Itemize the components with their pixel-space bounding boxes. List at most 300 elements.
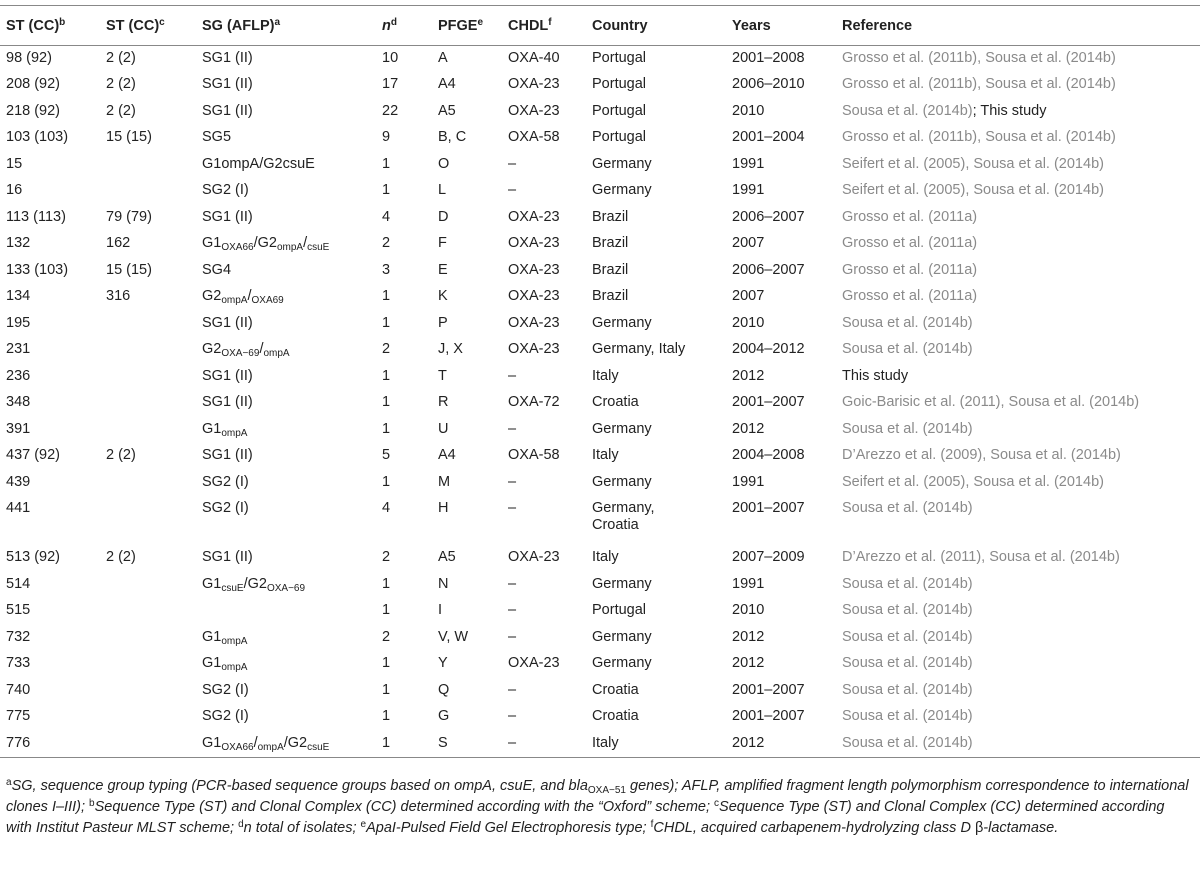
reference-link[interactable]: Sousa et al. (2014b): [842, 655, 973, 671]
cell-reference: [836, 651, 1200, 678]
cell-n: 1: [382, 394, 391, 410]
cell-pfge: A5: [438, 102, 456, 119]
table-row: [0, 572, 1200, 599]
cell-n: 1: [382, 314, 391, 331]
country-text: Germany: [592, 473, 652, 490]
cell-reference: [836, 178, 1200, 205]
cell-chdl: OXA-23: [508, 655, 560, 671]
cell-sg-aflp: [196, 337, 376, 364]
cell-st-pasteur: 2 (2): [106, 76, 136, 92]
cell-sg-aflp: SG1 (II): [202, 208, 253, 225]
col-header-st-oxford: ST (CC)$^b$: [6, 16, 66, 34]
sg-subscript: ompA: [221, 427, 248, 439]
reference-link[interactable]: Grosso et al. (2011b), Sousa et al. (2014b): [842, 129, 1116, 145]
cell-st-pasteur: [100, 496, 196, 545]
cell-reference: [836, 545, 1200, 572]
cell-years: 2006–2010: [732, 76, 805, 92]
cell-reference: [836, 470, 1200, 497]
sg-subscript: ompA: [221, 662, 248, 673]
cell-years: 2010: [732, 602, 765, 618]
country-text: Italy: [592, 549, 619, 565]
cell-st-oxford: 513 (92): [6, 549, 61, 565]
country-text: Italy: [592, 734, 619, 751]
cell-st-oxford: 208 (92): [6, 76, 61, 92]
cell-st-pasteur: 15 (15): [106, 261, 152, 278]
col-header-reference: Reference: [842, 17, 913, 34]
cell-pfge: N: [438, 575, 449, 592]
cell-country: [586, 417, 726, 444]
sg-subscript: OXA−69: [221, 348, 260, 359]
cell-chdl: OXA-58: [508, 447, 560, 463]
country-text: Portugal: [592, 50, 647, 66]
cell-reference: [836, 625, 1200, 652]
reference-text: ; This study: [972, 102, 1047, 119]
cell-st-pasteur: 2 (2): [106, 50, 136, 66]
reference-link[interactable]: D’Arezzo et al. (2009), Sousa et al. (2014b): [842, 447, 1121, 463]
cell-sg-aflp: G1ompA/G2csuE: [202, 155, 315, 172]
cell-years: 2012: [732, 420, 765, 437]
cell-st-pasteur: [100, 598, 196, 625]
table-row: [0, 390, 1200, 417]
cell-country: [586, 545, 726, 572]
reference-link[interactable]: Grosso et al. (2011a): [842, 235, 978, 251]
reference-link[interactable]: Sousa et al. (2014b): [842, 602, 973, 618]
cell-reference: [836, 152, 1200, 179]
sg-subscript: ompA: [257, 741, 284, 753]
country-text: Portugal: [592, 102, 647, 119]
cell-chdl: –: [508, 708, 517, 724]
cell-reference: [836, 443, 1200, 470]
cell-st-pasteur: 79 (79): [106, 208, 152, 225]
sg-text: G1: [202, 235, 222, 251]
cell-years: 2004–2012: [732, 341, 805, 357]
cell-reference: [836, 704, 1200, 731]
cell-country: [586, 231, 726, 258]
table-row: [0, 598, 1200, 625]
cell-n: 22: [382, 102, 399, 119]
sg-subscript: ompA: [263, 348, 290, 359]
cell-st-pasteur: [100, 390, 196, 417]
table-row: [0, 231, 1200, 258]
cell-pfge: Q: [438, 681, 450, 698]
cell-pfge: H: [438, 500, 449, 516]
cell-n: 1: [382, 182, 391, 198]
cell-reference: [836, 337, 1200, 364]
table-row: [0, 470, 1200, 497]
sg-subscript: ompA: [276, 242, 304, 253]
cell-country: [586, 152, 726, 179]
cell-reference: [836, 258, 1200, 285]
cell-pfge: A4: [438, 76, 456, 92]
cell-n: 9: [382, 129, 391, 145]
cell-st-oxford: 236: [6, 367, 31, 384]
cell-st-pasteur: [100, 364, 196, 391]
cell-st-oxford: 98 (92): [6, 50, 52, 66]
cell-st-pasteur: [100, 152, 196, 179]
cell-years: 2001–2007: [732, 394, 805, 410]
cell-chdl: OXA-23: [508, 288, 560, 304]
country-text: Brazil: [592, 288, 629, 304]
cell-n: 1: [382, 367, 391, 384]
reference-link[interactable]: Seifert et al. (2005), Sousa et al. (2014b): [842, 155, 1104, 172]
country-text: Portugal: [592, 602, 647, 618]
col-header-n: $n^d$: [382, 16, 397, 34]
cell-n: 1: [382, 655, 391, 671]
reference-link[interactable]: Sousa et al. (2014b): [842, 628, 973, 645]
cell-years: 2006–2007: [732, 261, 805, 278]
reference-link[interactable]: Goic-Barisic et al. (2011), Sousa et al. (2014b): [842, 394, 1140, 410]
sg-subscript: ompA: [221, 295, 248, 306]
sg-subscript: csuE: [221, 582, 244, 594]
cell-st-pasteur: 162: [106, 235, 131, 251]
cell-chdl: –: [508, 367, 517, 384]
cell-pfge: L: [438, 182, 447, 198]
reference-link[interactable]: Grosso et al. (2011b), Sousa et al. (2014b): [842, 50, 1116, 66]
table-row: [0, 152, 1200, 179]
reference-link[interactable]: Sousa et al. (2014b): [842, 420, 973, 437]
cell-st-pasteur: [100, 731, 196, 758]
cell-pfge: R: [438, 394, 449, 410]
cell-years: 2012: [732, 655, 765, 671]
cell-country: [586, 46, 726, 73]
cell-years: 2012: [732, 628, 765, 645]
cell-reference: [836, 598, 1200, 625]
cell-st-oxford: 134: [6, 288, 31, 304]
cell-sg-aflp: [196, 731, 376, 758]
cell-n: 2: [382, 235, 391, 251]
sg-text: /: [253, 734, 258, 751]
cell-st-pasteur: [100, 470, 196, 497]
col-header-country: Country: [592, 17, 648, 34]
reference-link[interactable]: Seifert et al. (2005), Sousa et al. (2014b): [842, 182, 1104, 198]
reference-link[interactable]: D’Arezzo et al. (2011), Sousa et al. (2014b): [842, 549, 1120, 565]
col-header-sg-aflp: SG (AFLP)$^a$: [202, 16, 281, 34]
reference-link[interactable]: Sousa et al. (2014b): [842, 314, 973, 331]
cell-chdl: OXA-23: [508, 314, 560, 331]
cell-chdl: –: [508, 681, 517, 698]
cell-chdl: OXA-23: [508, 208, 560, 225]
cell-years: 2001–2007: [732, 500, 805, 516]
cell-pfge: U: [438, 420, 449, 437]
cell-reference: [836, 231, 1200, 258]
table-row: [0, 46, 1200, 73]
sg-text: G1: [202, 420, 222, 437]
cell-reference: [836, 364, 1200, 391]
country-text: Italy: [592, 447, 619, 463]
cell-years: 2006–2007: [732, 208, 805, 225]
sg-text: /: [303, 235, 308, 251]
sg-subscript: OXA−69: [266, 582, 306, 594]
country-text: Italy: [592, 367, 619, 384]
col-header-years: Years: [732, 17, 771, 34]
cell-sg-aflp: [196, 625, 376, 652]
country-text: Croatia: [592, 708, 639, 724]
cell-n: 1: [382, 681, 391, 698]
cell-sg-aflp: SG1 (II): [202, 76, 253, 92]
cell-country: [586, 284, 726, 311]
cell-st-oxford: 732: [6, 628, 31, 645]
cell-country: [586, 731, 726, 758]
cell-years: 2001–2007: [732, 708, 805, 724]
cell-st-pasteur: [100, 178, 196, 205]
cell-st-pasteur: [100, 337, 196, 364]
country-text: Croatia: [592, 394, 639, 410]
cell-reference: [836, 46, 1200, 73]
reference-link[interactable]: Sousa et al. (2014b): [842, 681, 973, 698]
cell-reference: [836, 417, 1200, 444]
table-row: [0, 258, 1200, 285]
country-text: Germany: [592, 655, 652, 671]
country-text: Portugal: [592, 76, 647, 92]
col-header-chdl: CHDL$^f$: [508, 16, 552, 34]
cell-n: 4: [382, 500, 391, 516]
table-row: [0, 125, 1200, 152]
cell-chdl: OXA-40: [508, 50, 560, 66]
cell-reference: [836, 496, 1200, 545]
cell-st-pasteur: 2 (2): [106, 549, 136, 565]
data-table: [0, 5, 1200, 758]
cell-country: [586, 364, 726, 391]
reference-link[interactable]: Sousa et al. (2014b): [842, 708, 973, 724]
country-text: Portugal: [592, 129, 647, 145]
cell-st-oxford: 437 (92): [6, 447, 61, 463]
cell-years: 2001–2004: [732, 129, 805, 145]
sg-text: G1: [202, 734, 222, 751]
cell-n: 1: [382, 602, 391, 618]
reference-link[interactable]: Sousa et al. (2014b): [842, 500, 973, 516]
cell-st-oxford: 441: [6, 500, 31, 516]
cell-country: [586, 598, 726, 625]
cell-years: 2001–2008: [732, 50, 805, 66]
country-text: Brazil: [592, 208, 629, 225]
header-row: [0, 6, 1200, 46]
cell-st-oxford: 740: [6, 681, 31, 698]
cell-years: 1991: [732, 575, 765, 592]
table-row: [0, 625, 1200, 652]
cell-chdl: –: [508, 155, 517, 172]
cell-st-oxford: 391: [6, 420, 31, 437]
cell-n: 2: [382, 549, 391, 565]
cell-country: [586, 205, 726, 232]
cell-pfge: S: [438, 734, 448, 751]
cell-sg-aflp: SG1 (II): [202, 50, 253, 66]
cell-country: [586, 651, 726, 678]
country-text: Germany: [592, 575, 652, 592]
cell-st-pasteur: [100, 311, 196, 338]
cell-years: 2012: [732, 734, 765, 751]
cell-st-pasteur: [100, 678, 196, 705]
cell-n: 3: [382, 261, 391, 278]
sg-text: G1: [202, 655, 222, 671]
country-text: Germany: [592, 314, 652, 331]
cell-years: 1991: [732, 182, 765, 198]
cell-reference: [836, 311, 1200, 338]
cell-country: [586, 704, 726, 731]
sg-subscript: OXA66: [221, 741, 254, 753]
table-row: [0, 651, 1200, 678]
cell-pfge: V, W: [438, 628, 469, 645]
cell-pfge: P: [438, 314, 448, 331]
cell-sg-aflp: [196, 572, 376, 599]
col-header-pfge: PFGE$^e$: [438, 16, 484, 34]
country-text: Germany,: [592, 500, 655, 516]
cell-st-oxford: 775: [6, 708, 31, 724]
cell-pfge: A5: [438, 549, 456, 565]
cell-chdl: –: [508, 628, 517, 645]
cell-country: [586, 311, 726, 338]
country-text: Croatia: [592, 517, 639, 533]
col-header-st-pasteur: ST (CC)$^c$: [106, 16, 165, 34]
cell-chdl: OXA-23: [508, 102, 560, 119]
cell-pfge: Y: [438, 655, 448, 671]
sg-subscript: OXA69: [251, 295, 284, 306]
cell-sg-aflp: [196, 598, 376, 625]
table-row: [0, 496, 1200, 545]
cell-n: 1: [382, 473, 391, 490]
cell-sg-aflp: [196, 651, 376, 678]
cell-n: 1: [382, 708, 391, 724]
table-body: [0, 46, 1200, 758]
cell-st-oxford: 113 (113): [6, 208, 66, 225]
table-row: [0, 443, 1200, 470]
cell-chdl: OXA-23: [508, 76, 560, 92]
cell-years: 2010: [732, 102, 765, 119]
cell-reference: [836, 72, 1200, 99]
cell-st-oxford: 16: [6, 182, 23, 198]
cell-st-pasteur: [100, 572, 196, 599]
cell-reference: [836, 572, 1200, 599]
cell-st-pasteur: 2 (2): [106, 102, 136, 119]
cell-years: 2001–2007: [732, 681, 805, 698]
cell-sg-aflp: [196, 417, 376, 444]
country-text: Brazil: [592, 235, 629, 251]
cell-st-pasteur: [100, 417, 196, 444]
cell-chdl: OXA-23: [508, 341, 560, 357]
cell-country: [586, 99, 726, 126]
country-text: Germany: [592, 628, 652, 645]
cell-n: 1: [382, 420, 391, 437]
reference-link[interactable]: Sousa et al. (2014b): [842, 341, 973, 357]
cell-pfge: I: [438, 602, 443, 618]
cell-st-oxford: 103 (103): [6, 129, 69, 145]
cell-sg-aflp: SG1 (II): [202, 367, 253, 384]
reference-link[interactable]: Seifert et al. (2005), Sousa et al. (2014b): [842, 473, 1104, 490]
cell-reference: [836, 99, 1200, 126]
reference-link[interactable]: Grosso et al. (2011a): [842, 288, 978, 304]
cell-st-oxford: 133 (103): [6, 261, 69, 278]
cell-country: [586, 678, 726, 705]
cell-years: 1991: [732, 473, 765, 490]
cell-country: [586, 390, 726, 417]
cell-pfge: M: [438, 473, 451, 490]
cell-reference: [836, 125, 1200, 152]
cell-sg-aflp: SG1 (II): [202, 394, 253, 410]
sg-text: /G2: [243, 575, 267, 592]
reference-link[interactable]: Grosso et al. (2011a): [842, 261, 978, 278]
cell-chdl: –: [508, 420, 517, 437]
cell-country: [586, 496, 726, 545]
cell-sg-aflp: SG2 (I): [202, 500, 249, 516]
cell-chdl: –: [508, 602, 517, 618]
cell-st-oxford: 776: [6, 734, 31, 751]
reference-link[interactable]: Sousa et al. (2014b): [842, 575, 973, 592]
cell-years: 1991: [732, 155, 765, 172]
sg-text: G1: [202, 575, 222, 592]
cell-country: [586, 337, 726, 364]
cell-pfge: G: [438, 708, 450, 724]
table-row: [0, 545, 1200, 572]
cell-sg-aflp: SG2 (I): [202, 708, 249, 724]
sg-text: /G2: [283, 734, 308, 751]
country-text: Croatia: [592, 681, 639, 698]
reference-link[interactable]: Sousa et al. (2014b): [842, 734, 973, 751]
cell-chdl: OXA-58: [508, 129, 560, 145]
cell-n: 17: [382, 76, 399, 92]
cell-n: 1: [382, 575, 391, 592]
cell-st-oxford: 514: [6, 575, 31, 592]
table-row: [0, 99, 1200, 126]
cell-st-pasteur: [100, 625, 196, 652]
cell-n: 2: [382, 628, 391, 645]
table-row: [0, 72, 1200, 99]
reference-link[interactable]: Sousa et al. (2014b): [842, 102, 973, 119]
cell-n: 1: [382, 734, 391, 751]
cell-country: [586, 125, 726, 152]
cell-n: 4: [382, 208, 391, 225]
cell-pfge: J, X: [438, 341, 463, 357]
table-row: [0, 178, 1200, 205]
cell-sg-aflp: SG2 (I): [202, 473, 249, 490]
cell-st-oxford: 439: [6, 473, 31, 490]
cell-sg-aflp: SG5: [202, 129, 232, 145]
country-text: Germany: [592, 155, 652, 172]
country-text: Germany, Italy: [592, 341, 686, 357]
cell-reference: [836, 205, 1200, 232]
cell-sg-aflp: SG1 (II): [202, 549, 253, 565]
reference-link[interactable]: Grosso et al. (2011b), Sousa et al. (2014b): [842, 76, 1116, 92]
cell-years: 2007: [732, 235, 765, 251]
sg-text: G1: [202, 628, 222, 645]
cell-st-oxford: 195: [6, 314, 31, 331]
reference-link[interactable]: Grosso et al. (2011a): [842, 208, 978, 225]
sg-subscript: ompA: [221, 635, 248, 647]
cell-country: [586, 258, 726, 285]
cell-sg-aflp: SG1 (II): [202, 102, 253, 119]
cell-pfge: K: [438, 288, 448, 304]
cell-sg-aflp: SG2 (I): [202, 182, 249, 198]
footnotes: $^a$SG, sequence group typing (PCR-based sequence groups based on ompA, csuE, and bla$_{OXA-51}$ genes); AFLP, amplified fragment length polymorphism correspondence to international clones I–III); $^b$Sequence Type (ST) and Clonal Complex (CC) determined according with the “Oxford” scheme; $^c$Sequence Type (ST) and Clonal Complex (CC) determined according with Institut Pasteur MLST scheme; $^d$n total of isolates; $^e$ApaI-Pulsed Field Gel Electrophoresis type; $^f$CHDL, acquired carbapenem-hydrolyzing class D β-lactamase.: [6, 777, 1189, 836]
cell-years: 2007: [732, 288, 765, 304]
cell-country: [586, 178, 726, 205]
cell-st-pasteur: [100, 704, 196, 731]
cell-pfge: A4: [438, 447, 456, 463]
cell-chdl: –: [508, 473, 517, 490]
cell-st-oxford: 15: [6, 155, 23, 172]
cell-chdl: –: [508, 182, 517, 198]
cell-sg-aflp: SG1 (II): [202, 447, 253, 463]
cell-st-oxford: 348: [6, 394, 31, 410]
cell-reference: [836, 678, 1200, 705]
cell-pfge: B, C: [438, 129, 467, 145]
sg-text: /: [259, 341, 264, 357]
cell-st-oxford: 132: [6, 235, 31, 251]
cell-years: 2007–2009: [732, 549, 805, 565]
cell-chdl: OXA-23: [508, 549, 560, 565]
cell-sg-aflp: [196, 231, 376, 258]
cell-chdl: –: [508, 734, 517, 751]
cell-chdl: OXA-23: [508, 235, 560, 251]
table-row: [0, 704, 1200, 731]
